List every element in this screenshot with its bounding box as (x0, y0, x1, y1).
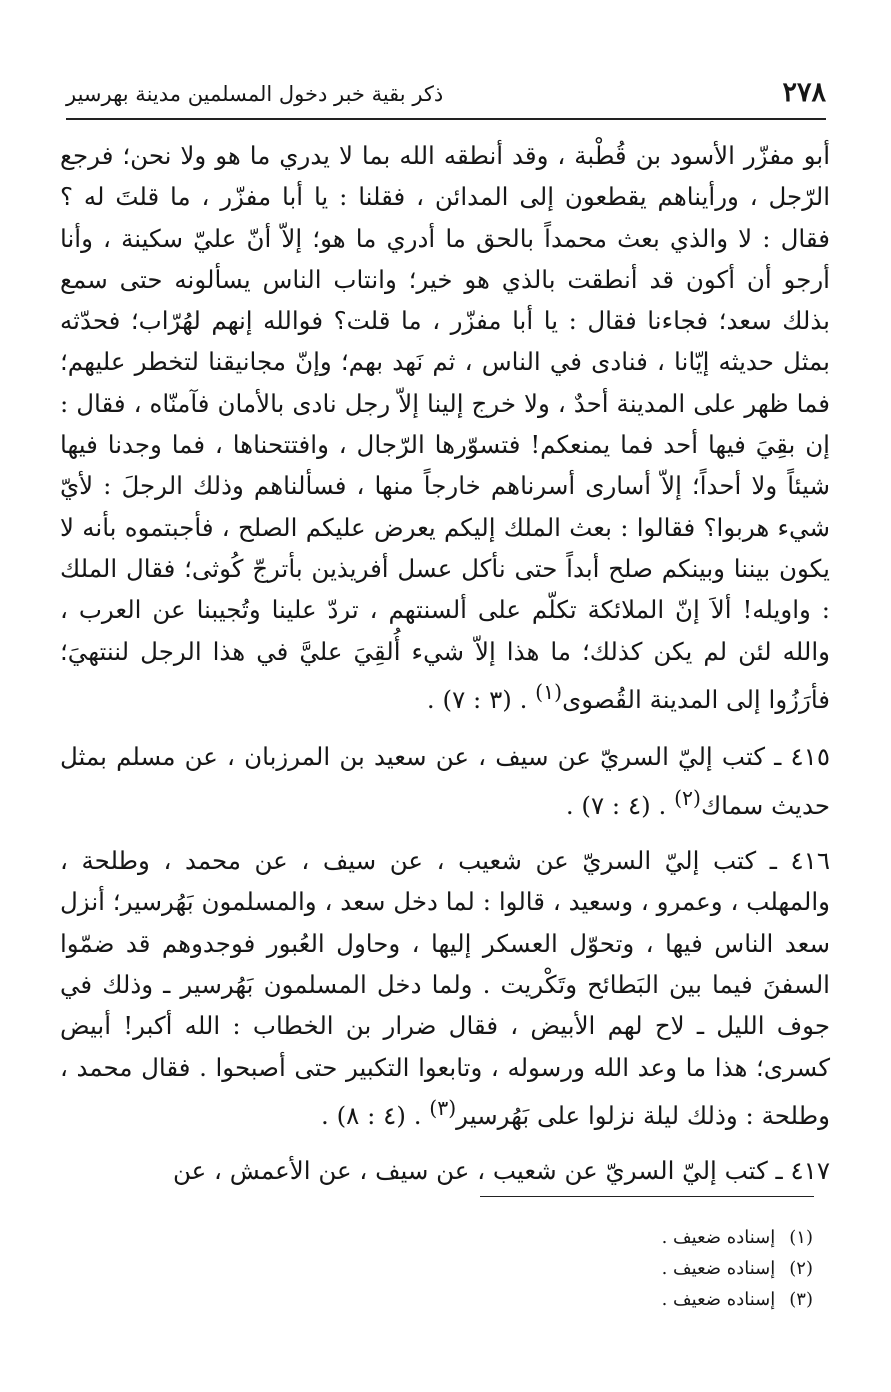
header-rule (66, 118, 826, 120)
paragraph-415 (60, 736, 830, 826)
page-header (66, 76, 826, 114)
footnote-text: إسناده ضعيف . (661, 1289, 776, 1310)
footnote-number: (٣) (789, 1289, 813, 1310)
paragraph-417 (60, 1150, 830, 1191)
footnote-ref: (١) (535, 679, 563, 704)
citation: . (٣ : ٧) . (426, 685, 536, 715)
footnote-1 (313, 1222, 813, 1253)
footnote-text: إسناده ضعيف . (661, 1258, 776, 1279)
footnotes (313, 1222, 813, 1315)
footnote-text: إسناده ضعيف . (661, 1227, 776, 1248)
page-number: ٢٧٨ (782, 77, 826, 108)
paragraph-text: ٤١٦ ـ كتب إليّ السريّ عن شعيب ، عن سيف ، عن محمد ، وطلحة ، والمهلب ، وعمرو ، وسعيد ، قالوا : لما دخل سعد ، والمسلمون بَهُرسير؛ أنزل سعد الناس فيها ، وتحوّل العسكر إليها ، وحاول العُبور فوجدوهم قد ضمّوا السفنَ فيما بين البَطائح وتَكْريت . ولما دخل المسلمون بَهُرسير ـ وذلك في جوف الليل ـ لاح لهم الأبيض ، فقال ضرار بن الخطاب : الله أكبر! أبيض كسرى؛ هذا ما وعد الله ورسوله ، وتابعوا التكبير حتى أصبحوا . فقال محمد ، وطلحة : وذلك ليلة نزلوا على بَهُرسير (60, 846, 830, 1130)
footnote-number: (٢) (789, 1258, 813, 1279)
footnote-rule (480, 1196, 814, 1197)
footnote-number: (١) (789, 1227, 813, 1248)
body-text (60, 135, 830, 1206)
citation: . (٤ : ٧) . (565, 790, 675, 820)
paragraph-text: ٤١٥ ـ كتب إليّ السريّ عن سيف ، عن سعيد بن المرزبان ، عن مسلم بمثل حديث سماك (60, 742, 830, 820)
footnote-ref: (٢) (674, 785, 701, 810)
running-title: ذكر بقية خبر دخول المسلمين مدينة بهرسير (66, 82, 444, 106)
paragraph-text: أبو مفزّر الأسود بن قُطْبة ، وقد أنطقه الله بما لا يدري ما هو ولا نحن؛ فرجع الرّجل ، ورأيناهم يقطعون إلى المدائن ، فقلنا : يا أبا مفزّر ، ما قلتَ له ؟ فقال : لا والذي بعث محمداً بالحق ما أدري ما هو؛ إلاّ أنّ عليّ سكينة ، وأنا أرجو أن أكون قد أنطقت بالذي هو خير؛ وانتاب الناس يسألونه حتى سمع بذلك سعد؛ فجاءنا فقال : يا أبا مفزّر ، ما قلت؟ فوالله إنهم لهُرّاب؛ فحدّثه بمثل حديثه إيّانا ، فنادى في الناس ، ثم نَهد بهم؛ وإنّ مجانيقنا لتخطر عليهم؛ فما ظهر على المدينة أحدٌ ، ولا خرج إلينا إلاّ رجل نادى بالأمان فآمنّاه ، فقال : إن بقِيَ فيها أحد فما يمنعكم! فتسوّرها الرّجال ، وافتتحناها ، فما وجدنا فيها شيئاً ولا أحداً؛ إلاّ أسارى أسرناهم خارجاً منها ، فسألناهم وذلك الرجلَ : لأيّ شيء هربوا؟ فقالوا : بعث الملك إليكم يعرض عليكم الصلح ، فأجبتموه بأنه لا يكون بيننا وبينكم صلح أبداً حتى نأكل عسل أفريذين بأترجّ كُوثى؛ فقال الملك : واويله! ألاَ إنّ الملائكة تكلّم على ألسنتهم ، تردّ علينا وتُجيبنا عن العرب ، والله لئن لم يكن كذلك؛ ما هذا إلاّ شيء أُلقِيَ عليَّ في هذا الرجل لننتهيَ؛ فأرَزُوا إلى المدينة القُصوى (60, 141, 830, 715)
paragraph-continuation (60, 135, 830, 720)
paragraph-416 (60, 840, 830, 1136)
footnote-3 (313, 1284, 813, 1315)
citation: . (٤ : ٨) . (321, 1101, 430, 1130)
footnote-ref: (٣) (429, 1095, 457, 1120)
footnote-2 (313, 1253, 813, 1284)
paragraph-text: ٤١٧ ـ كتب إليّ السريّ عن شعيب ، عن سيف ، عن الأعمش ، عن (173, 1156, 830, 1186)
